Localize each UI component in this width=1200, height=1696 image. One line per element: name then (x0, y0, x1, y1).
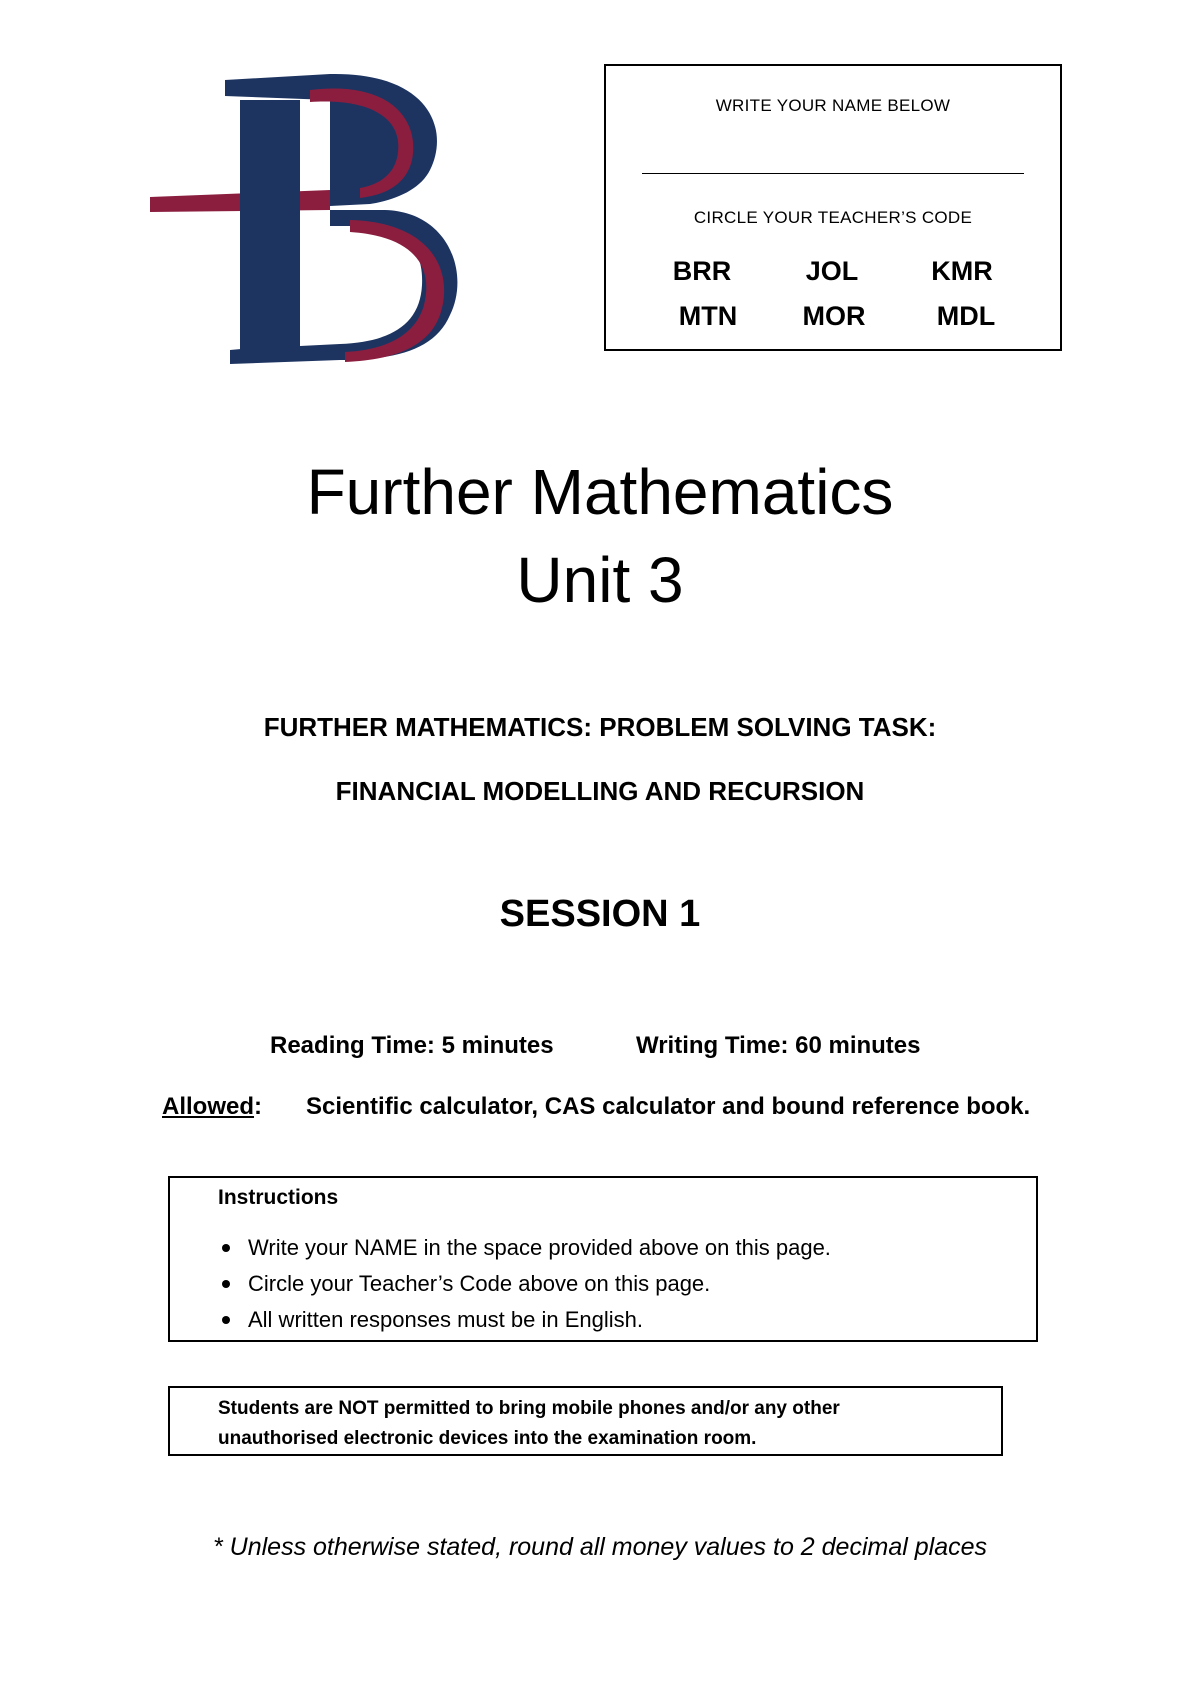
teacher-code-label: CIRCLE YOUR TEACHER’S CODE (693, 208, 973, 227)
rounding-note: * Unless otherwise stated, round all money values to 2 decimal places (212, 1533, 987, 1561)
list-item: Circle your Teacher’s Code above on this page. (218, 1266, 831, 1302)
reading-time: Reading Time: 5 minutes (270, 1032, 554, 1059)
allowed-row (162, 1093, 262, 1121)
name-write-line[interactable] (642, 173, 1024, 174)
writing-time: Writing Time: 60 minutes (636, 1032, 921, 1059)
teacher-code-brr[interactable]: BRR (672, 256, 732, 286)
instructions-title: Instructions (218, 1186, 339, 1209)
list-item: All written responses must be in English. (218, 1302, 831, 1338)
allowed-colon: : (254, 1093, 263, 1120)
instructions-list (218, 1230, 831, 1338)
name-label: WRITE YOUR NAME BELOW (715, 96, 951, 115)
allowed-label: Allowed (162, 1093, 255, 1120)
allowed-text: Scientific calculator, CAS calculator and bound reference book. (306, 1093, 1031, 1120)
b-school-logo-icon (130, 60, 490, 380)
task-title-line2: FINANCIAL MODELLING AND RECURSION (335, 776, 865, 806)
warning-text: Students are NOT permitted to bring mobile phones and/or any other unauthorised electronic devices into the examination room. (218, 1398, 840, 1449)
page-subtitle-unit: Unit 3 (516, 544, 684, 616)
task-title-line1: FURTHER MATHEMATICS: PROBLEM SOLVING TASK: (263, 712, 937, 742)
name-and-teacher-box (604, 64, 1062, 351)
session-heading: SESSION 1 (499, 893, 701, 935)
page-title: Further Mathematics (306, 456, 894, 528)
teacher-code-mtn[interactable]: MTN (678, 301, 738, 331)
teacher-code-kmr[interactable]: KMR (931, 256, 993, 286)
teacher-code-jol[interactable]: JOL (805, 256, 859, 286)
list-item: Write your NAME in the space provided above on this page. (218, 1230, 831, 1266)
teacher-code-mor[interactable]: MOR (802, 301, 866, 331)
instructions-box (168, 1176, 1038, 1342)
warning-box (168, 1386, 1003, 1456)
teacher-code-mdl[interactable]: MDL (936, 301, 996, 331)
